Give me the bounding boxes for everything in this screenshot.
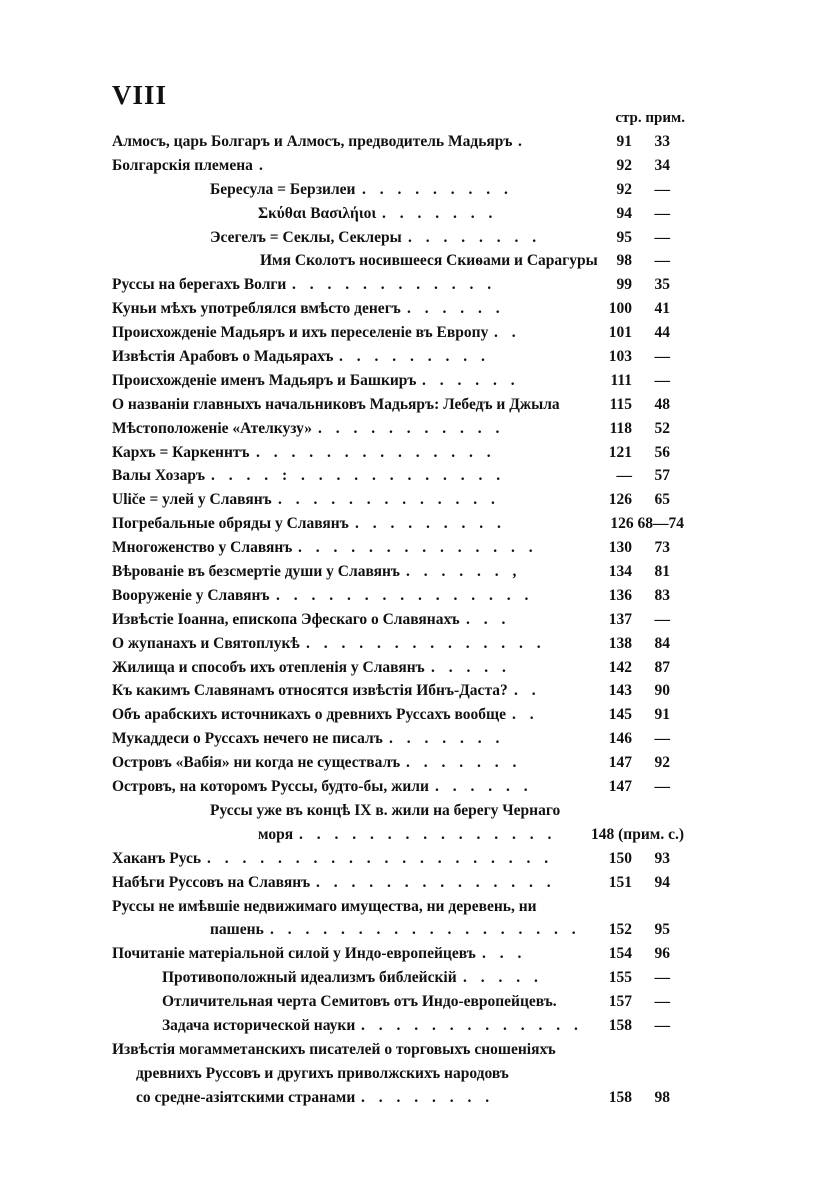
toc-entry — [0, 321, 840, 345]
toc-entry — [0, 823, 840, 847]
toc-page-and-note: 126 68—74 — [610, 515, 684, 533]
toc-leader-dots: . . — [514, 682, 541, 700]
toc-entry-title: Валы Хозаръ — [112, 467, 205, 485]
toc-page-number: 142 — [608, 658, 632, 676]
toc-entry — [0, 488, 840, 512]
table-of-contents — [0, 130, 840, 1110]
toc-note-number: 83 — [654, 586, 670, 604]
toc-entry — [0, 584, 840, 608]
toc-entry — [0, 441, 840, 465]
toc-note-number: — — [654, 228, 670, 246]
toc-entry-title: моря — [258, 825, 294, 843]
toc-note-number: 95 — [654, 921, 670, 939]
toc-leader-dots: . . . . . . — [407, 300, 505, 318]
toc-leader-dots: . . . . . . . . . . . . . . — [298, 539, 538, 557]
toc-page-number: 100 — [608, 300, 632, 318]
toc-entry-title: Мѣстоположеніе «Ателкузу» — [112, 419, 313, 437]
toc-note-number: — — [654, 969, 670, 987]
toc-leader-dots: . . . . . . . . . . . — [318, 419, 505, 437]
toc-entry-title: Извѣстіе Іоанна, епископа Эфескаго о Славянахъ — [112, 610, 460, 628]
toc-entry-title: О названіи главныхъ начальниковъ Мадьяръ: Лебедъ и Джыла — [112, 395, 560, 413]
toc-leader-dots: . . . . . . , — [406, 563, 522, 581]
toc-note-number: 65 — [654, 491, 670, 509]
toc-entry — [0, 202, 840, 226]
toc-page-and-note: 148 (прим. с.) — [591, 825, 684, 843]
toc-leader-dots: . . . . . . . . . . . . . . . . . . . . — [207, 849, 554, 867]
toc-entry-title: Объ арабскихъ источникахъ о древнихъ Руссахъ вообще — [112, 706, 506, 724]
toc-page-number: 92 — [616, 180, 632, 198]
toc-entry-title: Островъ «Вабія» ни когда не существалъ — [112, 754, 401, 772]
toc-leader-dots: . . . . . . — [435, 778, 533, 796]
toc-page-number: 134 — [608, 563, 632, 581]
toc-entry-title: Мукаддеси о Руссахъ нечего не писалъ — [112, 730, 383, 748]
toc-note-number: 41 — [654, 300, 670, 318]
toc-page-number: 150 — [608, 849, 632, 867]
toc-entry-title: Куньи мѣхъ употреблялся вмѣсто денегъ — [112, 300, 401, 318]
toc-entry — [0, 369, 840, 393]
toc-page-number: 154 — [608, 945, 632, 963]
toc-entry — [0, 918, 840, 942]
toc-entry-title: Почитаніе матеріальной силой у Индо-европейцевъ — [112, 945, 476, 963]
toc-entry-title: Извѣстія Арабовъ о Мадьярахъ — [112, 348, 334, 366]
toc-leader-dots: . . . . . . . . . . . . . . . . . . — [270, 921, 581, 939]
toc-leader-dots: . . . . . . . . . . . . . . . — [299, 825, 557, 843]
toc-note-number: 56 — [654, 443, 670, 461]
toc-note-number: 84 — [654, 634, 670, 652]
toc-leader-dots: . . . . . . . . . . . . . . — [316, 873, 556, 891]
toc-note-number: 73 — [654, 539, 670, 557]
toc-page-number: 94 — [616, 204, 632, 222]
toc-entry-title: Многоженство у Славянъ — [112, 539, 293, 557]
toc-leader-dots: . . . — [482, 945, 527, 963]
toc-note-number: 57 — [654, 467, 670, 485]
toc-entry-title: Отличительная черта Семитовъ отъ Индо-европейцевъ. — [162, 993, 557, 1011]
toc-entry-title: Кархъ = Каркеннтъ — [112, 443, 250, 461]
toc-page-number: 155 — [608, 969, 632, 987]
toc-leader-dots: . . . . . — [431, 658, 511, 676]
toc-entry — [0, 895, 840, 919]
toc-entry — [0, 679, 840, 703]
toc-page-number: 151 — [608, 873, 632, 891]
toc-entry-title: О жупанахъ и Святоплукѣ — [112, 634, 300, 652]
toc-page-number: — — [616, 467, 632, 485]
toc-entry — [0, 1038, 840, 1062]
toc-note-number: — — [654, 252, 670, 270]
toc-note-number: 96 — [654, 945, 670, 963]
toc-page-number: 126 — [608, 491, 632, 509]
toc-entry-title: Къ какимъ Славянамъ относятся извѣстія Ибнъ-Даста? — [112, 682, 508, 700]
toc-page-number: 92 — [616, 156, 632, 174]
toc-entry-title: Погребальные обряды у Славянъ — [112, 515, 349, 533]
toc-note-number: — — [654, 610, 670, 628]
toc-entry-title: Бересула = Берзилеи — [210, 180, 356, 198]
toc-page-number: 101 — [608, 324, 632, 342]
toc-entry-title: Задача исторической науки — [162, 1016, 356, 1034]
toc-entry — [0, 1086, 840, 1110]
toc-note-number: — — [654, 180, 670, 198]
toc-page-number: 118 — [609, 419, 632, 437]
toc-entry-title: Uliče = улей у Славянъ — [112, 491, 272, 509]
toc-leader-dots: . . . . . . . . . — [355, 515, 506, 533]
toc-note-number: 35 — [654, 276, 670, 294]
toc-entry-title: Происхожденіе Мадьяръ и ихъ переселеніе въ Европу — [112, 324, 489, 342]
toc-page-number: 115 — [609, 395, 632, 413]
toc-leader-dots: . . . . . . . . . — [362, 180, 513, 198]
toc-entry-title: пашень — [210, 921, 264, 939]
toc-leader-dots: . . . . . . . . — [361, 1088, 495, 1106]
toc-page-number: 121 — [608, 443, 632, 461]
toc-entry-title: Происхожденіе именъ Мадьяръ и Башкиръ — [112, 371, 417, 389]
toc-entry-title: Руссы на берегахъ Волги — [112, 276, 287, 294]
toc-entry-title: Противоположный идеализмъ библейскій — [162, 969, 457, 987]
toc-entry — [0, 560, 840, 584]
toc-page-number: 111 — [610, 371, 632, 389]
toc-leader-dots: . — [259, 156, 268, 174]
toc-leader-dots: . . . . . . . . . . . . . . . — [276, 586, 534, 604]
toc-page-number: 103 — [608, 348, 632, 366]
toc-entry-title: Вѣрованіе въ безсмертіе души у Славянъ — [112, 563, 400, 581]
toc-leader-dots: . . . . . . — [422, 371, 520, 389]
toc-note-number: 91 — [654, 706, 670, 724]
toc-page-number: 146 — [608, 730, 632, 748]
toc-entry-title: Набѣги Руссовъ на Славянъ — [112, 873, 311, 891]
toc-note-number: 94 — [654, 873, 670, 891]
toc-page-number: 152 — [608, 921, 632, 939]
toc-leader-dots: . . — [494, 324, 521, 342]
toc-entry — [0, 393, 840, 417]
toc-note-number: 98 — [654, 1088, 670, 1106]
toc-leader-dots: . — [518, 133, 527, 150]
toc-page-number: 143 — [608, 682, 632, 700]
toc-page-number: 145 — [608, 706, 632, 724]
toc-entry — [0, 178, 840, 202]
toc-leader-dots: . . . . . — [463, 969, 543, 987]
toc-entry — [0, 608, 840, 632]
toc-page-number: 147 — [608, 778, 632, 796]
toc-entry — [0, 847, 840, 871]
toc-entry-title: Эсегелъ = Секлы, Секлеры — [210, 228, 402, 246]
toc-page-number: 95 — [616, 228, 632, 246]
toc-entry-title: древнихъ Руссовъ и другихъ приволжскихъ народовъ — [136, 1064, 509, 1082]
toc-leader-dots: . . . — [466, 610, 511, 628]
toc-note-number: — — [654, 730, 670, 748]
toc-page-number: 147 — [608, 754, 632, 772]
toc-entry — [0, 656, 840, 680]
toc-entry-title: Жилища и способъ ихъ отепленія у Славянъ — [112, 658, 425, 676]
toc-leader-dots: . . . . . . . . . . . . — [292, 276, 497, 294]
toc-leader-dots: . . . . . . . — [382, 204, 498, 222]
toc-entry — [0, 464, 840, 488]
toc-note-number: 33 — [654, 133, 670, 150]
toc-page-number: 138 — [608, 634, 632, 652]
toc-entry — [0, 990, 840, 1014]
toc-entry — [0, 799, 840, 823]
toc-page-number: 136 — [608, 586, 632, 604]
toc-note-number: 90 — [654, 682, 670, 700]
toc-entry — [0, 703, 840, 727]
toc-note-number: — — [654, 778, 670, 796]
toc-entry — [0, 942, 840, 966]
toc-leader-dots: . . — [512, 706, 539, 724]
toc-page-number: 91 — [616, 133, 632, 150]
toc-note-number: — — [654, 204, 670, 222]
toc-page-number: 158 — [608, 1088, 632, 1106]
toc-entry — [0, 1062, 840, 1086]
toc-entry — [0, 249, 840, 273]
toc-entry — [0, 297, 840, 321]
toc-entry-title: Островъ, на которомъ Руссы, будто-бы, жили — [112, 778, 429, 796]
toc-note-number: 52 — [654, 419, 670, 437]
toc-note-number: — — [654, 348, 670, 366]
toc-page-number: 130 — [608, 539, 632, 557]
toc-note-number: 34 — [654, 156, 670, 174]
toc-page-number: 137 — [608, 610, 632, 628]
toc-leader-dots: . . . . . . . . . . . . . — [278, 491, 500, 509]
toc-note-number: — — [654, 1016, 670, 1034]
toc-entry — [0, 417, 840, 441]
toc-entry-title: Σκύθαι Βασιλήιοι — [258, 204, 377, 222]
toc-note-number: 48 — [654, 395, 670, 413]
toc-entry-title: Руссы не имѣвшіе недвижимаго имущества, ни деревень, ни — [112, 897, 537, 915]
toc-leader-dots: . . . . . . . . . . . . . — [361, 1016, 583, 1034]
toc-entry-title: Вооруженіе у Славянъ — [112, 586, 270, 604]
toc-entry — [0, 871, 840, 895]
toc-leader-dots: . . . . . . . . . — [339, 348, 490, 366]
toc-entry — [0, 727, 840, 751]
toc-note-number: — — [654, 371, 670, 389]
toc-leader-dots: . . . . . . . — [406, 754, 522, 772]
toc-entry-title: со средне-азіятскими странами — [136, 1088, 356, 1106]
toc-entry — [0, 632, 840, 656]
toc-entry — [0, 345, 840, 369]
toc-entry-title: Извѣстія могамметанскихъ писателей о торговыхъ сношеніяхъ — [112, 1040, 556, 1058]
toc-entry — [0, 226, 840, 250]
toc-page-number: 157 — [608, 993, 632, 1011]
page-number: VIII — [112, 80, 168, 110]
toc-entry-title: Болгарскія племена — [112, 156, 253, 174]
toc-leader-dots: . . . . . . . — [389, 730, 505, 748]
toc-entry-title: Руссы уже въ концѣ IX в. жили на берегу Чернаго — [210, 801, 561, 819]
toc-note-number: 87 — [654, 658, 670, 676]
toc-page-number: 99 — [616, 276, 632, 294]
toc-entry — [0, 1014, 840, 1038]
toc-entry — [0, 536, 840, 560]
toc-note-number: 44 — [654, 324, 670, 342]
toc-leader-dots: . . . . . . . . . . . . . . — [256, 443, 496, 461]
toc-note-number: — — [654, 993, 670, 1011]
toc-entry — [0, 751, 840, 775]
toc-entry — [0, 775, 840, 799]
toc-leader-dots: . . . . . . . . . . . . . . — [306, 634, 546, 652]
toc-page-number: 158 — [608, 1016, 632, 1034]
toc-leader-dots: . . . . : . . . . . . . . . . . . — [211, 467, 506, 485]
toc-page-number: 98 — [616, 252, 632, 270]
toc-entry — [0, 966, 840, 990]
toc-leader-dots: . . . . . . . . — [408, 228, 542, 246]
toc-note-number: 92 — [654, 754, 670, 772]
toc-entry — [0, 154, 840, 178]
toc-entry — [0, 512, 840, 536]
toc-entry-title: Алмосъ, царь Болгаръ и Алмосъ, предводитель Мадьяръ — [112, 133, 513, 150]
toc-entry — [0, 130, 840, 154]
toc-entry — [0, 273, 840, 297]
column-header: стр. прим. — [615, 110, 685, 126]
toc-note-number: 81 — [654, 563, 670, 581]
toc-entry-title: Имя Сколотъ носившееся Скиѳами и Сарагуры — [260, 252, 598, 270]
toc-note-number: 93 — [654, 849, 670, 867]
toc-entry-title: Хаканъ Русь — [112, 849, 202, 867]
